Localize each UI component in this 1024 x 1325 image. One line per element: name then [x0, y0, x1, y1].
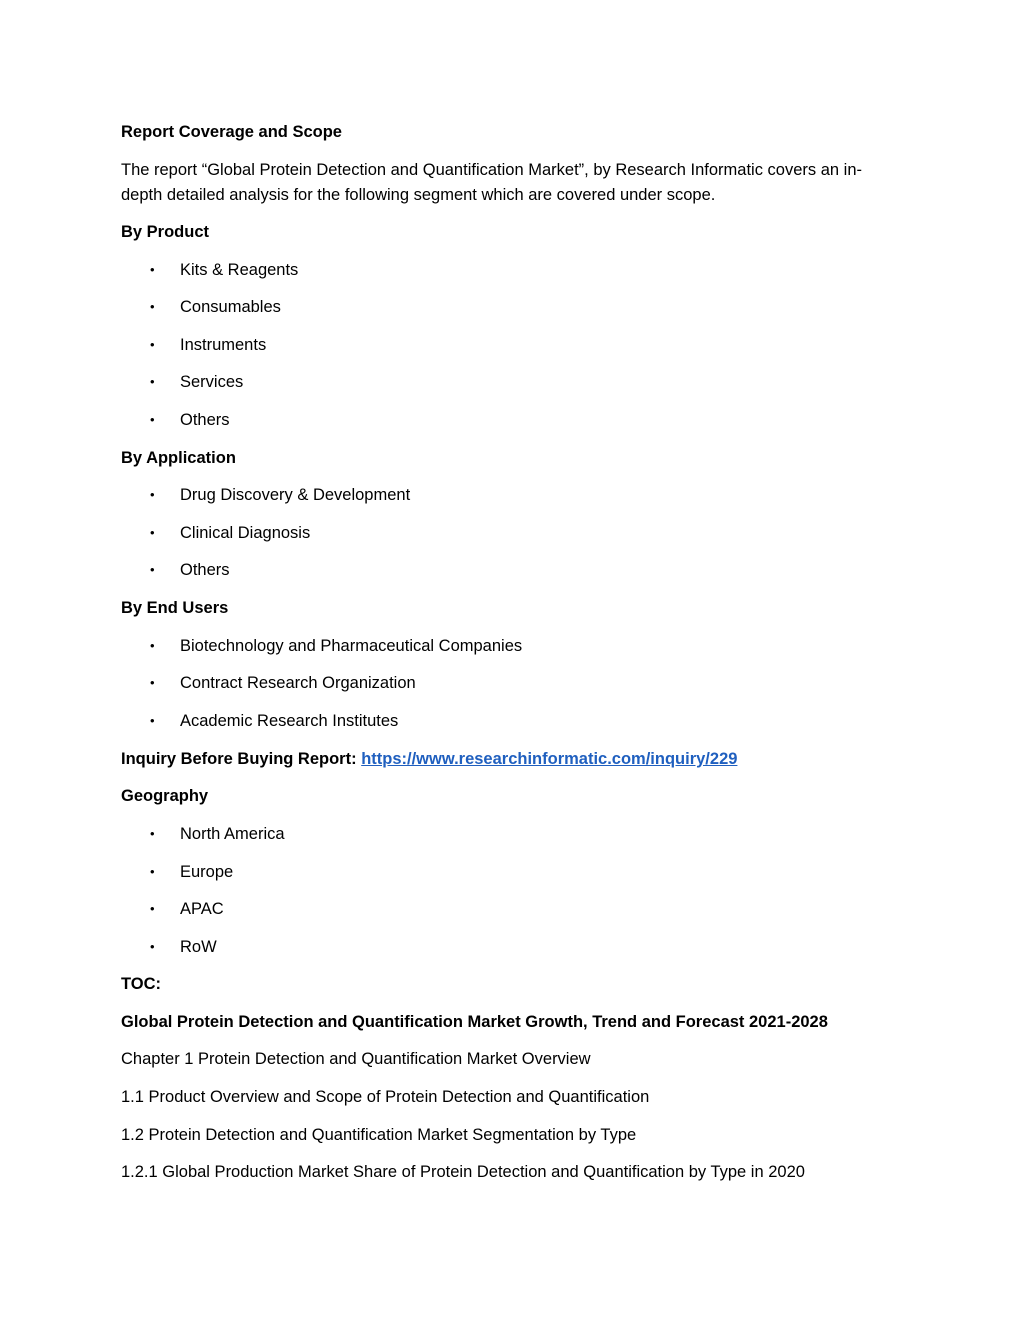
- list-item: [150, 709, 398, 733]
- list-item: [150, 822, 285, 846]
- list-item: [150, 333, 266, 357]
- list-item-label: Drug Discovery & Development: [180, 486, 411, 504]
- heading-by-application: By Application: [121, 449, 236, 467]
- list-item-label: Others: [180, 411, 230, 429]
- list-item-label: Consumables: [180, 298, 281, 316]
- bullet-icon: •: [150, 337, 155, 352]
- toc-line: 1.2 Protein Detection and Quantification Market Segmentation by Type: [121, 1126, 637, 1144]
- inquiry-label: Inquiry Before Buying Report:: [121, 750, 362, 768]
- list-item-label: Biotechnology and Pharmaceutical Companies: [180, 637, 523, 655]
- list-item-label: Contract Research Organization: [180, 674, 416, 692]
- list-item: [150, 935, 217, 959]
- toc-line: 1.1 Product Overview and Scope of Protein Detection and Quantification: [121, 1088, 650, 1106]
- bullet-icon: •: [150, 562, 155, 577]
- bullet-icon: •: [150, 374, 155, 389]
- bullet-icon: •: [150, 487, 155, 502]
- bullet-icon: •: [150, 262, 155, 277]
- bullet-icon: •: [150, 939, 155, 954]
- bullet-icon: •: [150, 412, 155, 427]
- list-item: [150, 483, 410, 507]
- list-item: [150, 860, 233, 884]
- list-item-label: RoW: [180, 938, 217, 956]
- bullet-icon: •: [150, 299, 155, 314]
- list-item-label: Clinical Diagnosis: [180, 524, 311, 542]
- list-item-label: Academic Research Institutes: [180, 712, 399, 730]
- inquiry-line: [121, 747, 737, 771]
- list-item: [150, 370, 243, 394]
- bullet-icon: •: [150, 826, 155, 841]
- heading-toc: TOC:: [121, 975, 162, 993]
- toc-line: Chapter 1 Protein Detection and Quantification Market Overview: [121, 1050, 591, 1068]
- list-item: [150, 521, 310, 545]
- list-item-label: North America: [180, 825, 285, 843]
- list-item-label: Instruments: [180, 336, 267, 354]
- list-item-label: Others: [180, 561, 230, 579]
- list-item: [150, 634, 522, 658]
- inquiry-link[interactable]: https://www.researchinformatic.com/inquiry/229: [361, 750, 738, 768]
- list-item: [150, 558, 230, 582]
- heading-geography: Geography: [121, 787, 209, 805]
- intro-paragraph: The report “Global Protein Detection and Quantification Market”, by Research Informatic covers an in-depth detailed analysis for the following segment which are covered under scope.: [121, 161, 863, 204]
- bullet-icon: •: [150, 638, 155, 653]
- heading-by-end-users: By End Users: [121, 599, 229, 617]
- bullet-icon: •: [150, 901, 155, 916]
- toc-title: Global Protein Detection and Quantification Market Growth, Trend and Forecast 2021-2028: [121, 1013, 828, 1031]
- bullet-icon: •: [150, 525, 155, 540]
- bullet-icon: •: [150, 675, 155, 690]
- list-item-label: Europe: [180, 863, 234, 881]
- list-item-label: Kits & Reagents: [180, 261, 299, 279]
- heading-report-coverage: Report Coverage and Scope: [121, 123, 342, 141]
- list-item: [150, 295, 281, 319]
- list-item: [150, 408, 230, 432]
- list-item: [150, 671, 416, 695]
- toc-line: 1.2.1 Global Production Market Share of Protein Detection and Quantification by Type in 2020: [121, 1163, 805, 1181]
- list-item: [150, 258, 298, 282]
- list-item-label: Services: [180, 373, 244, 391]
- bullet-icon: •: [150, 713, 155, 728]
- bullet-icon: •: [150, 864, 155, 879]
- heading-by-product: By Product: [121, 223, 210, 241]
- list-item-label: APAC: [180, 900, 224, 918]
- list-item: [150, 897, 224, 921]
